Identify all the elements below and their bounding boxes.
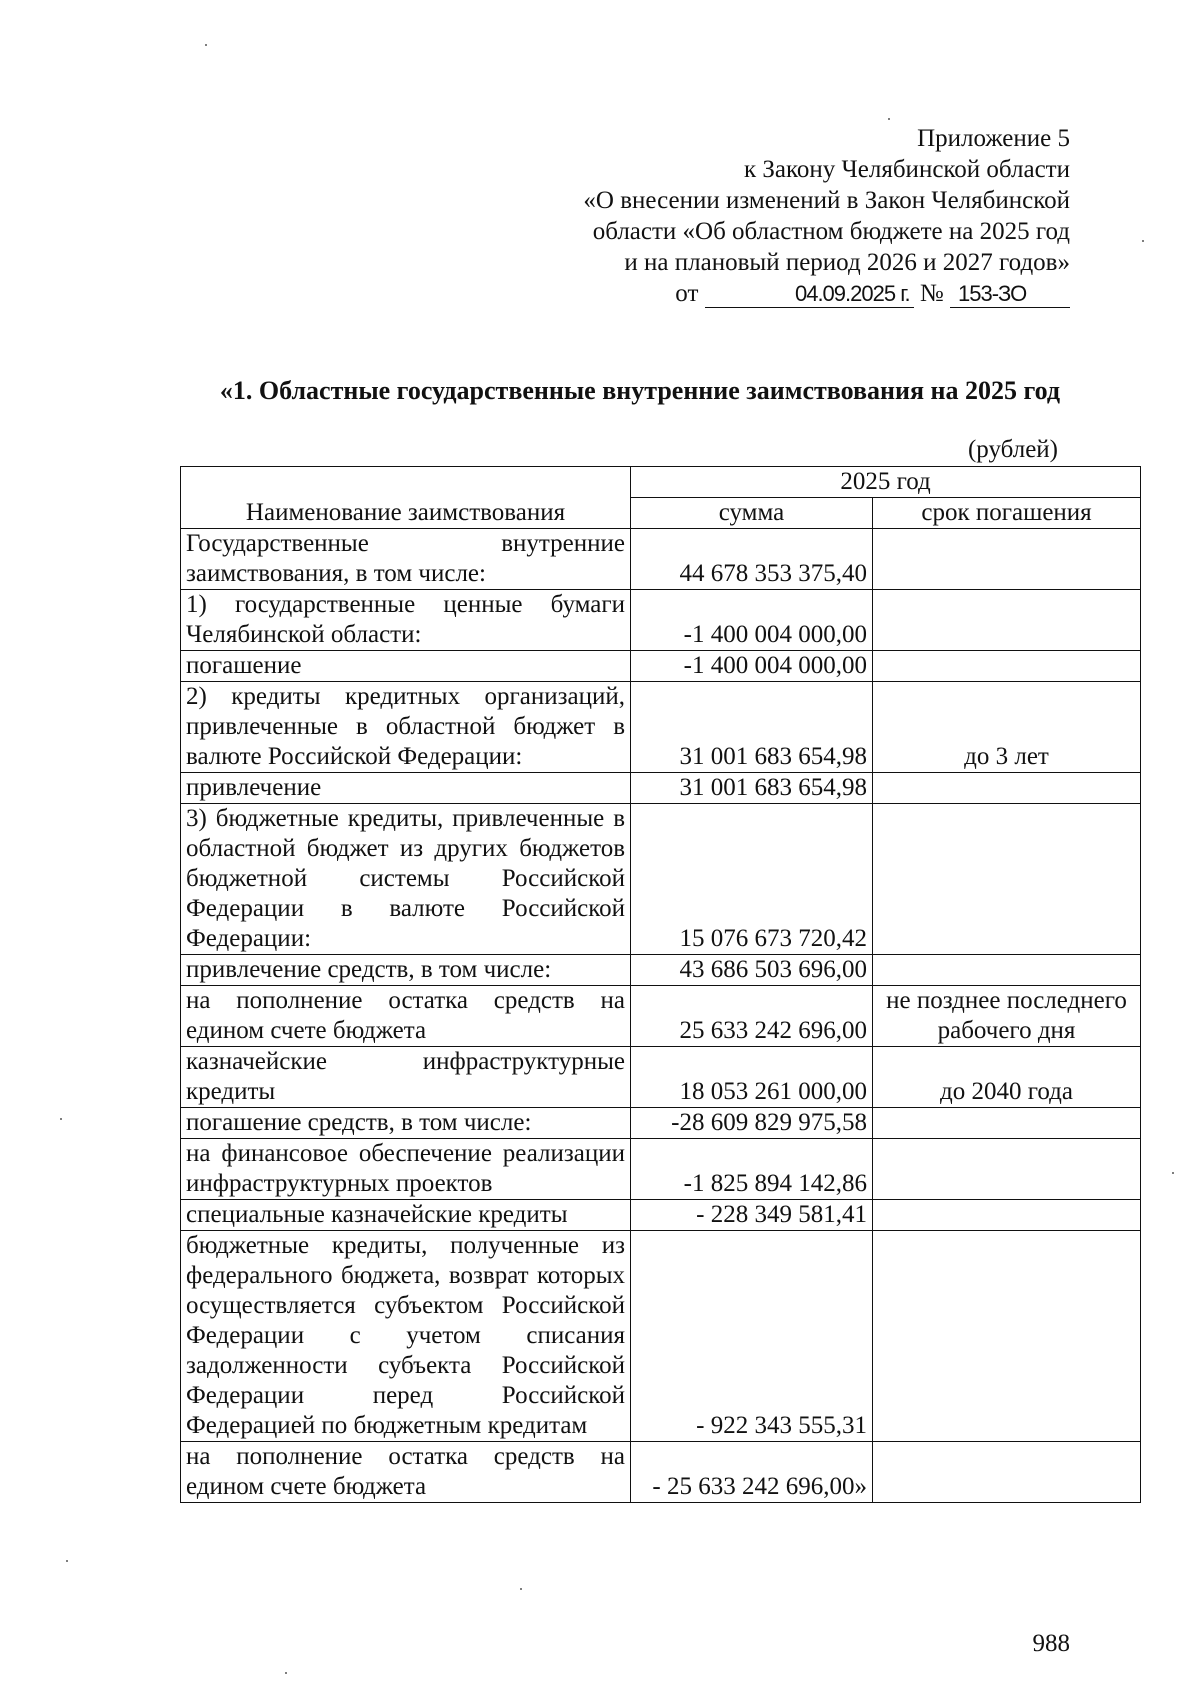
scan-speck [60,1118,62,1120]
row-name: казначейские инфраструктурные кредиты [181,1047,631,1108]
row-sum: 44 678 353 375,40 [631,529,873,590]
table-row [181,955,1141,986]
table-row [181,986,1141,1047]
row-name: на пополнение остатка средств на едином счете бюджета [181,1442,631,1503]
row-sum: -28 609 829 975,58 [631,1108,873,1139]
column-header-sum: сумма [631,498,873,529]
row-term [873,590,1141,651]
row-sum: 31 001 683 654,98 [631,773,873,804]
scan-speck [66,1560,68,1562]
number-label: № [919,280,944,307]
row-term [873,1200,1141,1231]
table-row [181,1047,1141,1108]
table-row [181,1200,1141,1231]
row-name: специальные казначейские кредиты [181,1200,631,1231]
table-row [181,682,1141,773]
row-name: привлечение средств, в том числе: [181,955,631,986]
row-term [873,529,1141,590]
row-sum: - 922 343 555,31 [631,1231,873,1442]
law-date-number-line [510,278,1070,309]
row-sum: - 228 349 581,41 [631,1200,873,1231]
row-name: погашение [181,651,631,682]
borrowings-table [180,466,1141,1503]
row-sum: 25 633 242 696,00 [631,986,873,1047]
law-date: 04.09.2025 г. [705,281,914,308]
scan-speck [285,1672,287,1674]
row-name: на пополнение остатка средств на едином счете бюджета [181,986,631,1047]
row-name: на финансовое обеспечение реализации инфраструктурных проектов [181,1139,631,1200]
law-number: 153-ЗО [950,281,1070,308]
row-term [873,773,1141,804]
page-number: 988 [1032,1630,1070,1657]
table-row [181,1108,1141,1139]
table-header-row [181,467,1141,498]
table-row [181,1442,1141,1503]
appendix-label: Приложение 5 [917,125,1070,152]
row-term [873,1442,1141,1503]
table-row [181,651,1141,682]
column-header-year: 2025 год [631,467,1141,498]
row-term [873,651,1141,682]
section-title: «1. Областные государственные внутренние заимствования на 2025 год [219,376,1061,405]
column-header-term: срок погашения [873,498,1141,529]
row-name: привлечение [181,773,631,804]
row-term [873,804,1141,955]
table-row [181,1231,1141,1442]
table-row [181,1139,1141,1200]
row-sum: 43 686 503 696,00 [631,955,873,986]
row-term [873,1108,1141,1139]
table-row [181,590,1141,651]
row-name: 1) государственные ценные бумаги Челябинской области: [181,590,631,651]
law-title-line-1: «О внесении изменений в Закон Челябинской [583,187,1070,214]
table-row [181,773,1141,804]
row-term [873,1139,1141,1200]
scan-speck [520,1588,522,1590]
scan-speck [888,118,890,120]
row-name: Государственные внутренние заимствования, в том числе: [181,529,631,590]
row-term [873,1231,1141,1442]
row-name: 3) бюджетные кредиты, привлеченные в областной бюджет из других бюджетов бюджетной системы Российской Федерации в валюте Российской Федерации: [181,804,631,955]
row-sum: 15 076 673 720,42 [631,804,873,955]
row-sum: 18 053 261 000,00 [631,1047,873,1108]
law-title-line-2: области «Об областном бюджете на 2025 год [592,218,1070,245]
scan-speck [1142,240,1144,242]
row-name: 2) кредиты кредитных организаций, привлеченные в областной бюджет в валюте Российской Федерации: [181,682,631,773]
row-term: не позднее последнего рабочего дня [873,986,1141,1047]
row-sum: -1 825 894 142,86 [631,1139,873,1200]
table-row [181,804,1141,955]
row-sum: 31 001 683 654,98 [631,682,873,773]
scan-speck [205,44,207,46]
row-term [873,955,1141,986]
table-row [181,529,1141,590]
column-header-name: Наименование заимствования [181,467,631,529]
units-label: (рублей) [967,436,1058,463]
row-term: до 2040 года [873,1047,1141,1108]
row-sum: -1 400 004 000,00 [631,590,873,651]
law-reference: к Закону Челябинской области [744,156,1070,183]
appendix-header [510,123,1070,309]
from-label: от [675,280,699,307]
row-term: до 3 лет [873,682,1141,773]
row-sum: - 25 633 242 696,00» [631,1442,873,1503]
law-title-line-3: и на плановый период 2026 и 2027 годов» [624,249,1070,276]
row-sum: -1 400 004 000,00 [631,651,873,682]
scan-speck [1172,1172,1174,1174]
row-name: бюджетные кредиты, полученные из федерального бюджета, возврат которых осуществляется субъектом Российской Федерации с учетом списания задолженности субъекта Российской Федерации перед Российской Федерацией по бюджетным кредитам [181,1231,631,1442]
row-name: погашение средств, в том числе: [181,1108,631,1139]
